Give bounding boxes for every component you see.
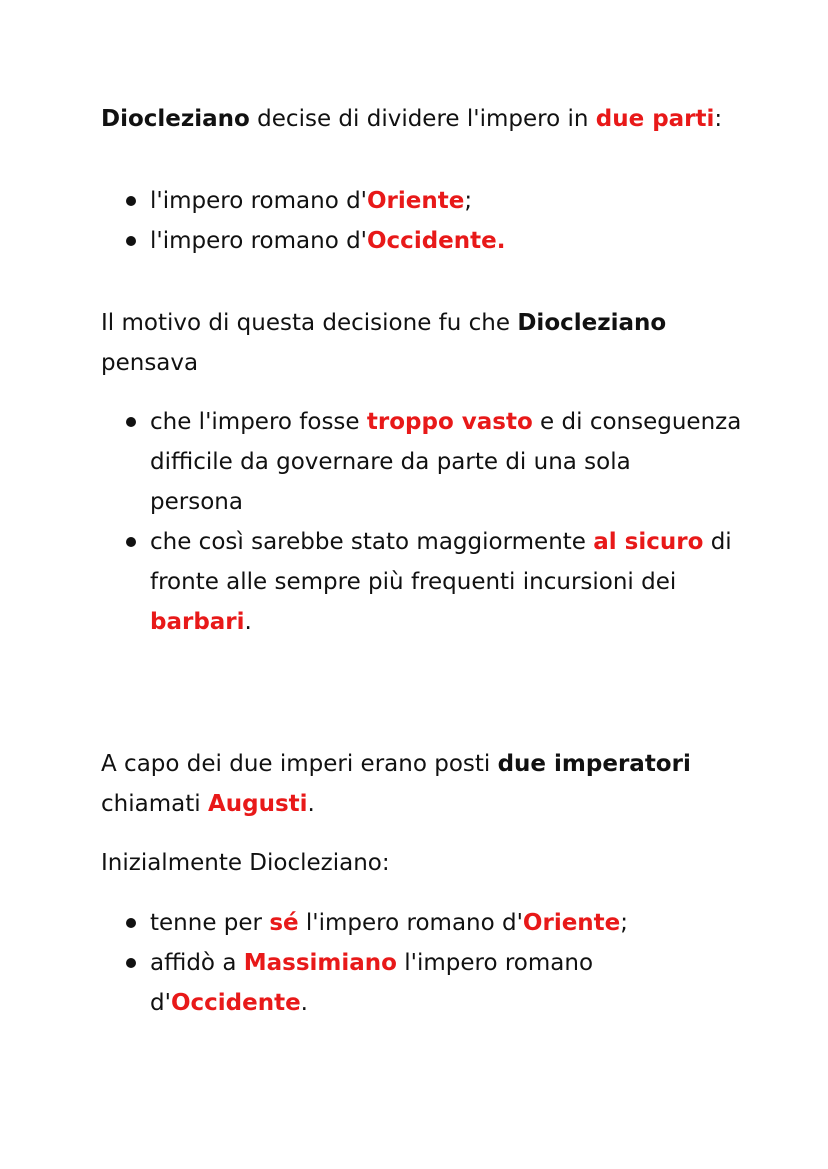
bullet-icon [126, 537, 136, 547]
bullet-icon [126, 196, 136, 206]
bullet-icon [126, 918, 136, 928]
list-item: tenne per sé l'impero romano d'Oriente; [150, 903, 628, 943]
list-item: affidò a Massimiano l'impero romano d'Occidente. [150, 943, 593, 1023]
highlight-oriente: Oriente [367, 188, 465, 214]
paragraph-motive: Il motivo di questa decisione fu che Diocleziano pensava [101, 310, 667, 376]
highlight-due-parti: due parti [595, 106, 715, 132]
highlight-occidente: Occidente. [367, 228, 506, 254]
highlight-se: sé [269, 910, 299, 936]
bullet-icon [126, 958, 136, 968]
list-item: l'impero romano d'Oriente; [150, 181, 472, 221]
paragraph-division: Diocleziano decise di dividere l'impero in due parti: [101, 106, 723, 132]
highlight-oriente: Oriente [522, 910, 621, 936]
highlight-occidente: Occidente [170, 990, 301, 1016]
emphasis-diocleziano: Diocleziano [517, 310, 667, 336]
bullet-icon [126, 417, 136, 427]
paragraph-emperors: A capo dei due imperi erano posti due imperatori chiamati Augusti. [101, 751, 691, 817]
highlight-massimiano: Massimiano [243, 950, 397, 976]
list-item: che così sarebbe stato maggiormente al sicuro di fronte alle sempre più frequenti incursioni dei barbari. [150, 522, 732, 642]
list-item: che l'impero fosse troppo vasto e di conseguenza difficile da governare da parte di una sola persona [150, 402, 741, 522]
bullet-icon [126, 236, 136, 246]
emphasis-due-imperatori: due imperatori [497, 751, 691, 777]
paragraph-initially: Inizialmente Diocleziano: [101, 850, 390, 876]
highlight-barbari: barbari [150, 609, 245, 635]
highlight-troppo-vasto: troppo vasto [366, 409, 533, 435]
highlight-al-sicuro: al sicuro [593, 529, 704, 555]
emphasis-diocleziano: Diocleziano [101, 106, 250, 132]
highlight-augusti: Augusti [207, 791, 308, 817]
list-item: l'impero romano d'Occidente. [150, 221, 505, 261]
